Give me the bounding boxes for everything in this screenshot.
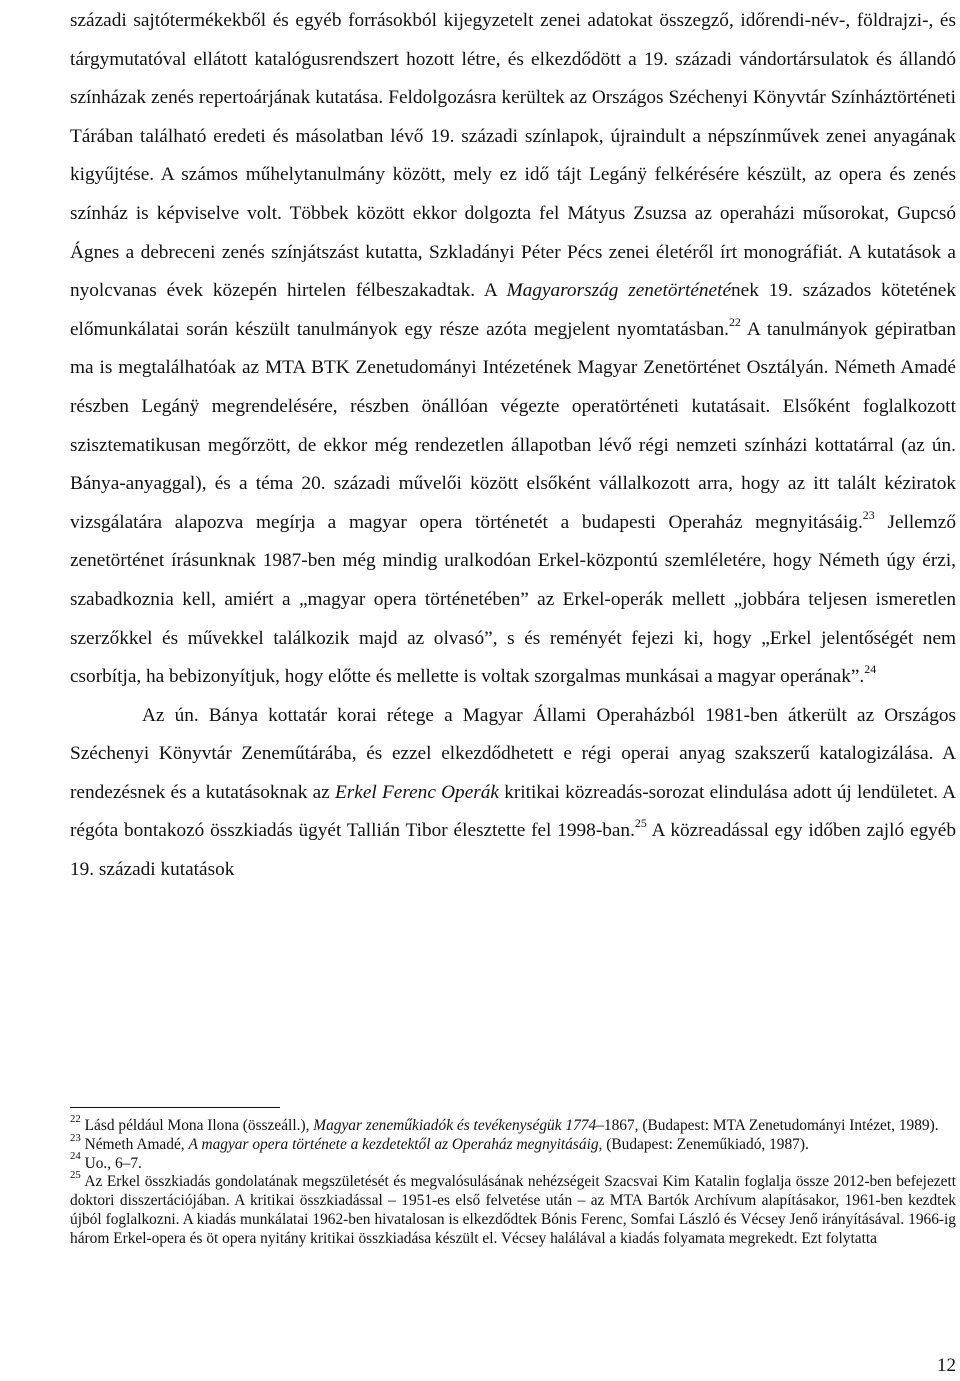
footnote-text: (Budapest: Zeneműkiadó, 1987). <box>602 1135 809 1153</box>
page-number: 12 <box>937 1355 956 1376</box>
paragraph-1-text-d: Jellemző zenetörténet írásunknak 1987-ben még mindig uralkodóan Erkel-központú szemléletére, hogy Németh úgy érzi, szabadkoznia kell, amiért a „magyar opera történetében” az Erkel-operák mellett „jobbára teljesen ismeretlen szerzőkkel és művekkel találkozik majd az olvasó”, s és reményét fejezi ki, hogy „Erkel jelentőségét nem csorbítja, ha bebizonyítjuk, hogy előtte és mellette is voltak szorgalmas munkásai a magyar operának”. <box>70 511 957 688</box>
footnote-number: 23 <box>70 1131 81 1144</box>
paragraph-1-text-b: nek 19. százados kötetének előmunkálatai során készült tanulmányok egy része azóta megjelent nyomtatásban. <box>70 280 957 340</box>
footnote-text: Uo., 6–7. <box>80 1154 142 1172</box>
footnote-italic-title: A magyar opera története a kezdetektől az Operaház megnyitásáig, <box>188 1135 603 1153</box>
footnote-text: Németh Amadé, <box>80 1135 189 1153</box>
paragraph-2-text-b: kritikai közreadás-sorozat elindulása adott új lendületet. A régóta bontakozó összkiadás ügyét Tallián Tibor élesztette fel 1998-ban. <box>70 781 956 842</box>
footnote-separator <box>70 1107 280 1108</box>
paragraph-2-text-c: A közreadással egy időben zajló egyéb 19. századi kutatások <box>70 820 956 881</box>
footnote-24 <box>70 1150 956 1174</box>
footnote-number: 25 <box>70 1169 81 1182</box>
paragraph-1-text-a: századi sajtótermékekből és egyéb forrásokból kijegyzetelt zenei adatokat összegző, időrendi-név-, földrajzi-, és tárgymutatóval ellátott katalógusrendszert hozott létre, és elkezdődött a 19. századi vándortársulatok és állandó színházak zenés repertoárjának kutatása. Feldolgozásra kerültek az Országos Széchenyi Könyvtár Színháztörténeti Tárában található eredeti és másolatban lévő 19. századi színlapok, újraindult a népszínművek zenei anyagának kigyűjtése. A számos műhelytanulmány között, mely ez idő tájt Legánÿ felkérésére készült, az opera és zenés színház is képviselve volt. Többek között ekkor dolgozta fel Mátyus Zsuzsa az operaházi műsorokat, Gupcsó Ágnes a debreceni zenés színjátszást kutatta, Szkladányi Péter Pécs zenei életéről írt monográfiát. A kutatások a nyolcvanas évek közepén hirtelen félbeszakadtak. A <box>70 10 956 302</box>
paragraph-2-text-a: Az ún. Bánya kottatár korai rétege a Magyar Állami Operaházból 1981-ben átkerült az Országos Széchenyi Könyvtár Zeneműtárába, és ezzel elkezdődhetett e régi operai anyag szakszerű katalogizálása. A rendezésnek és a kutatásoknak az <box>70 704 956 803</box>
footnote-ref-23[interactable]: 23 <box>862 507 875 522</box>
footnote-text: Az Erkel összkiadás gondolatának megszületését és megvalósulásának nehézségeit Szacsvai Kim Katalin foglalja össze 2012-ben befejezett doktori disszertációjában. A kritikai összkiadással – 1951-es első felvetése után – az MTA Bartók Archívum alapításakor, 1961-ben kezdtek újból foglalkozni. A kiadás munkálatai 1962-ben hivatalosan is elkezdődtek Bónis Ferenc, Somfai László és Vécsey Jenő irányításával. 1966-ig három Erkel-opera és öt opera nyitány kritikai összkiadása készült el. Vécsey halálával a kiadás folyamata megrekedt. Ezt folytatta <box>70 1173 956 1247</box>
footnote-number: 24 <box>70 1150 81 1163</box>
paragraph-1-italic-title: Magyarország zenetörténeté <box>506 280 732 302</box>
footnote-25 <box>70 1169 956 1248</box>
document-page <box>70 0 957 1247</box>
footnotes <box>70 1112 956 1249</box>
footnote-ref-24[interactable]: 24 <box>864 661 877 676</box>
body-paragraph-2 <box>70 697 956 890</box>
footnote-23 <box>70 1131 956 1155</box>
footnote-italic-title: Magyar zeneműkiadók és tevékenységük 1774 <box>313 1117 597 1134</box>
body-paragraph-1 <box>70 0 956 697</box>
paragraph-2-italic-title: Erkel Ferenc Operák <box>335 781 499 803</box>
footnote-number: 22 <box>70 1112 81 1125</box>
footnote-ref-25[interactable]: 25 <box>634 816 647 831</box>
paragraph-1-text-c: A tanulmányok gépiratban ma is megtalálhatóak az MTA BTK Zenetudományi Intézetének Magyar Zenetörténet Osztályán. Németh Amadé részben Legánÿ megrendelésére, részben önállóan végezte operatörténeti kutatásait. Elsőként foglalkozott szisztematikusan megőrzött, de ekkor még rendezetlen állapotban lévő régi nemzeti színházi kottatárral (az ún. Bánya-anyaggal), és a téma 20. századi művelői között elsőként vállalkozott arra, hogy az itt talált kéziratok vizsgálatára alapozva megírja a magyar opera történetét a budapesti Operaház megnyitásáig. <box>70 318 956 533</box>
footnote-text: Lásd például Mona Ilona (összeáll.), <box>80 1117 314 1134</box>
footnote-text: –1867, (Budapest: MTA Zenetudományi Intézet, 1989). <box>596 1117 939 1134</box>
footnote-ref-22[interactable]: 22 <box>728 314 741 329</box>
footnote-22 <box>70 1112 956 1136</box>
